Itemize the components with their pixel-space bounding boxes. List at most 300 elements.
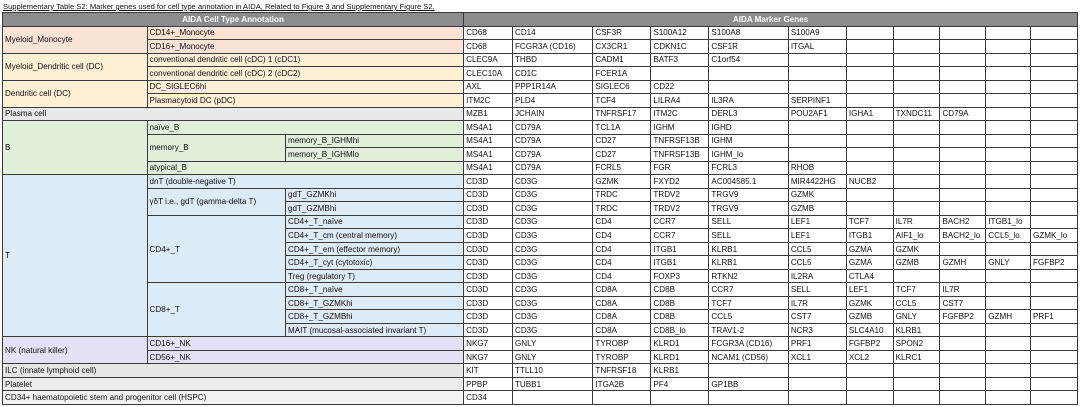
marker-gene-cell: BACH2: [940, 215, 986, 229]
marker-gene-cell: [986, 188, 1031, 202]
marker-gene-cell: [893, 80, 940, 94]
marker-gene-cell: TNFRSF13B: [651, 134, 709, 148]
group-dc: Dendritic cell (DC): [3, 80, 148, 107]
marker-gene-cell: [986, 242, 1031, 256]
marker-gene-cell: CD22: [651, 80, 709, 94]
marker-gene-cell: AXL: [464, 80, 513, 94]
table-row: [3, 364, 1078, 378]
marker-gene-cell: [846, 377, 893, 391]
cell-type-label: CD4+_T_em (effector memory): [285, 242, 463, 256]
marker-gene-cell: XCL1: [788, 350, 846, 364]
marker-gene-cell: [940, 67, 986, 81]
group-b: B: [3, 121, 148, 175]
marker-gene-cell: CCL5: [788, 242, 846, 256]
marker-gene-cell: KLRB1: [651, 364, 709, 378]
marker-gene-cell: CD3D: [464, 256, 513, 270]
marker-gene-cell: [846, 188, 893, 202]
marker-gene-cell: CCL5: [788, 256, 846, 270]
table-row: [3, 175, 1078, 189]
table-row: [3, 40, 1078, 54]
marker-gene-cell: CD3G: [512, 296, 592, 310]
cell-type-label: CD16+_NK: [147, 337, 464, 351]
marker-gene-cell: S100A9: [788, 26, 846, 40]
marker-gene-cell: [940, 377, 986, 391]
marker-gene-cell: [1031, 391, 1078, 405]
marker-gene-cell: [512, 391, 592, 405]
marker-gene-cell: CD3D: [464, 283, 513, 297]
markers-header: AIDA Marker Genes: [464, 13, 1078, 27]
cell-type-label: CD4+_T_cm (central memory): [285, 229, 463, 243]
marker-gene-cell: TNFRSF13B: [651, 148, 709, 162]
table-row: [3, 134, 1078, 148]
marker-gene-cell: S100A8: [709, 26, 788, 40]
marker-gene-cell: TRDV2: [651, 188, 709, 202]
marker-gene-cell: XCL2: [846, 350, 893, 364]
marker-gene-cell: [788, 148, 846, 162]
marker-gene-cell: NKG7: [464, 350, 513, 364]
marker-gene-cell: CD3D: [464, 296, 513, 310]
marker-gene-cell: TCF7: [709, 296, 788, 310]
marker-gene-cell: GNLY: [986, 256, 1031, 270]
marker-gene-cell: CCL5: [709, 310, 788, 324]
marker-gene-cell: CD4: [593, 229, 651, 243]
marker-gene-cell: TRGV9: [709, 188, 788, 202]
marker-gene-cell: FCRL5: [593, 161, 651, 175]
marker-gene-cell: CD3D: [464, 229, 513, 243]
marker-gene-cell: [893, 188, 940, 202]
marker-gene-cell: [940, 121, 986, 135]
marker-gene-cell: [940, 94, 986, 108]
marker-gene-cell: CD3D: [464, 188, 513, 202]
marker-gene-cell: TCF4: [593, 94, 651, 108]
marker-gene-cell: IGHM: [709, 134, 788, 148]
marker-gene-cell: PPP1R14A: [512, 80, 592, 94]
marker-gene-cell: GNLY: [512, 337, 592, 351]
marker-gene-cell: [986, 202, 1031, 216]
marker-gene-cell: [940, 202, 986, 216]
marker-gene-cell: CD3D: [464, 242, 513, 256]
marker-gene-cell: FGFBP2: [846, 337, 893, 351]
marker-gene-cell: [709, 391, 788, 405]
marker-gene-cell: [893, 391, 940, 405]
marker-gene-cell: PRF1: [1031, 310, 1078, 324]
marker-gene-cell: SELL: [709, 229, 788, 243]
table-row: [3, 53, 1078, 67]
marker-gene-cell: CD34: [464, 391, 513, 405]
marker-gene-cell: RTKN2: [709, 269, 788, 283]
marker-gene-cell: IL7R: [788, 296, 846, 310]
marker-gene-cell: GZMB: [788, 202, 846, 216]
marker-gene-cell: SIGLEC6: [593, 80, 651, 94]
marker-gene-cell: LEF1: [788, 215, 846, 229]
marker-gene-cell: NCAM1 (CD56): [709, 350, 788, 364]
marker-gene-cell: [940, 350, 986, 364]
marker-gene-cell: GZMK_lo: [1031, 229, 1078, 243]
marker-gene-cell: KIT: [464, 364, 513, 378]
marker-gene-cell: CCL5: [893, 296, 940, 310]
marker-gene-cell: DERL3: [709, 107, 788, 121]
marker-gene-cell: FCGR3A (CD16): [512, 40, 592, 54]
marker-gene-cell: PRF1: [788, 337, 846, 351]
marker-gene-cell: [1031, 269, 1078, 283]
group-ilc: ILC (innate lymphoid cell): [3, 364, 464, 378]
marker-gene-cell: CD3G: [512, 283, 592, 297]
marker-gene-cell: CD3G: [512, 323, 592, 337]
marker-gene-cell: TUBB1: [512, 377, 592, 391]
marker-gene-cell: GP1BB: [709, 377, 788, 391]
marker-gene-cell: [986, 269, 1031, 283]
marker-gene-cell: IL7R: [940, 283, 986, 297]
marker-gene-cell: KLRD1: [651, 350, 709, 364]
marker-gene-cell: [940, 161, 986, 175]
cell-type-label: DC_SIGLEC6hi: [147, 80, 464, 94]
marker-gene-cell: CDKN1C: [651, 40, 709, 54]
marker-gene-cell: MS4A1: [464, 161, 513, 175]
marker-gene-cell: CD1C: [512, 67, 592, 81]
marker-gene-cell: [846, 121, 893, 135]
marker-gene-cell: [788, 67, 846, 81]
marker-gene-cell: GZMA: [846, 242, 893, 256]
marker-gene-cell: SLC4A10: [846, 323, 893, 337]
marker-gene-cell: SELL: [788, 283, 846, 297]
marker-gene-cell: [893, 161, 940, 175]
marker-gene-cell: [1031, 364, 1078, 378]
marker-gene-cell: AIF1_lo: [893, 229, 940, 243]
marker-gene-cell: IL2RA: [788, 269, 846, 283]
marker-gene-cell: [940, 175, 986, 189]
marker-gene-cell: CD8B: [651, 296, 709, 310]
marker-gene-cell: JCHAIN: [512, 107, 592, 121]
marker-gene-cell: CCR7: [651, 229, 709, 243]
marker-gene-cell: GZMK: [788, 188, 846, 202]
marker-gene-cell: [940, 40, 986, 54]
marker-gene-cell: IL3RA: [709, 94, 788, 108]
marker-gene-cell: TRDC: [593, 188, 651, 202]
marker-gene-cell: [1031, 134, 1078, 148]
table-row: [3, 350, 1078, 364]
marker-gene-cell: CD8A: [593, 296, 651, 310]
marker-gene-cell: CD8A: [593, 310, 651, 324]
cell-type-label: CD4+_T_cyt (cytotoxic): [285, 256, 463, 270]
marker-gene-cell: [940, 80, 986, 94]
marker-gene-cell: KLRB1: [709, 256, 788, 270]
marker-gene-cell: [788, 121, 846, 135]
marker-gene-cell: [986, 67, 1031, 81]
marker-gene-cell: TRAV1-2: [709, 323, 788, 337]
marker-gene-cell: [1031, 80, 1078, 94]
marker-gene-cell: CD27: [593, 148, 651, 162]
cell-type-label: Treg (regulatory T): [285, 269, 463, 283]
marker-gene-cell: [1031, 337, 1078, 351]
marker-gene-cell: NUCB2: [846, 175, 893, 189]
marker-gene-cell: CD68: [464, 40, 513, 54]
table-row: [3, 94, 1078, 108]
marker-gene-cell: [893, 377, 940, 391]
marker-gene-cell: ITGB1: [846, 229, 893, 243]
marker-gene-cell: GNLY: [512, 350, 592, 364]
marker-gene-cell: FGFBP2: [1031, 256, 1078, 270]
marker-gene-cell: [986, 161, 1031, 175]
cell-type-label: CD56+_NK: [147, 350, 464, 364]
marker-gene-cell: CCR7: [651, 215, 709, 229]
marker-gene-cell: TYROBP: [593, 337, 651, 351]
marker-gene-cell: TTLL10: [512, 364, 592, 378]
marker-gene-cell: [709, 364, 788, 378]
marker-gene-cell: CSF1R: [709, 40, 788, 54]
table-caption: Supplementary Table S2: Marker genes used for cell type annotation in AIDA, Related to Figure 3 and Supplementary Figure S2.: [3, 2, 435, 11]
marker-gene-cell: FGFBP2: [940, 310, 986, 324]
marker-gene-cell: TYROBP: [593, 350, 651, 364]
marker-gene-cell: [1031, 175, 1078, 189]
marker-gene-cell: TCF7: [893, 283, 940, 297]
marker-gene-cell: [986, 94, 1031, 108]
marker-gene-cell: MS4A1: [464, 148, 513, 162]
table-row: [3, 283, 1078, 297]
marker-gene-cell: [788, 377, 846, 391]
marker-gene-cell: FCER1A: [593, 67, 651, 81]
marker-gene-table: [2, 12, 1078, 405]
group-t: T: [3, 175, 148, 337]
marker-gene-cell: CADM1: [593, 53, 651, 67]
marker-gene-cell: CD79A: [512, 134, 592, 148]
marker-gene-cell: TRGV9: [709, 202, 788, 216]
marker-gene-cell: [986, 134, 1031, 148]
marker-gene-cell: C1orf54: [709, 53, 788, 67]
marker-gene-cell: [986, 80, 1031, 94]
marker-gene-cell: [1031, 202, 1078, 216]
table-row: [3, 337, 1078, 351]
marker-gene-cell: CD4: [593, 256, 651, 270]
marker-gene-cell: [788, 391, 846, 405]
marker-gene-cell: [846, 161, 893, 175]
marker-gene-cell: CCR7: [709, 283, 788, 297]
marker-gene-cell: [1031, 296, 1078, 310]
cell-type-label: CD14+_Monocyte: [147, 26, 464, 40]
marker-gene-cell: LEF1: [788, 229, 846, 243]
marker-gene-cell: [788, 134, 846, 148]
marker-gene-cell: CD3G: [512, 229, 592, 243]
group-hspc: CD34+ haematopoietic stem and progenitor cell (HSPC): [3, 391, 464, 405]
marker-gene-cell: [846, 391, 893, 405]
marker-gene-cell: RHOB: [788, 161, 846, 175]
marker-gene-cell: LEF1: [846, 283, 893, 297]
marker-gene-cell: [893, 53, 940, 67]
marker-gene-cell: [940, 242, 986, 256]
marker-gene-cell: TRDC: [593, 202, 651, 216]
marker-gene-cell: [709, 67, 788, 81]
cell-type-label: atypical_B: [147, 161, 464, 175]
table-row: [3, 26, 1078, 40]
marker-gene-cell: [986, 337, 1031, 351]
cell-type-label: CD8+_T_GZMBhi: [285, 310, 463, 324]
marker-gene-cell: [1031, 107, 1078, 121]
marker-gene-cell: POU2AF1: [788, 107, 846, 121]
group-platelet: Platelet: [3, 377, 464, 391]
cell-type-label: memory_B_IGHMhi: [285, 134, 463, 148]
marker-gene-cell: CCL5_lo: [986, 229, 1031, 243]
marker-gene-cell: FXYD2: [651, 175, 709, 189]
marker-gene-cell: [846, 80, 893, 94]
marker-gene-cell: SPON2: [893, 337, 940, 351]
table-row: [3, 161, 1078, 175]
marker-gene-cell: GZMK: [893, 242, 940, 256]
marker-gene-cell: [846, 40, 893, 54]
marker-gene-cell: CD3G: [512, 175, 592, 189]
marker-gene-cell: IGHM: [651, 121, 709, 135]
marker-gene-cell: [893, 67, 940, 81]
cell-type-label: CD16+_Monocyte: [147, 40, 464, 54]
marker-gene-cell: [940, 188, 986, 202]
marker-gene-cell: CD3G: [512, 242, 592, 256]
table-row: [3, 67, 1078, 81]
marker-gene-cell: [940, 26, 986, 40]
marker-gene-cell: CD3D: [464, 310, 513, 324]
marker-gene-cell: MIR4422HG: [788, 175, 846, 189]
cell-type-label: CD4+_T_naïve: [285, 215, 463, 229]
marker-gene-cell: [940, 53, 986, 67]
subgroup-gdt: γδT i.e., gdT (gamma-delta T): [147, 188, 285, 215]
marker-gene-cell: CD8A: [593, 323, 651, 337]
marker-gene-cell: CD3D: [464, 175, 513, 189]
marker-gene-cell: SELL: [709, 215, 788, 229]
marker-gene-cell: CD8B_lo: [651, 323, 709, 337]
marker-gene-cell: AC004585.1: [709, 175, 788, 189]
marker-gene-cell: [1031, 40, 1078, 54]
marker-gene-cell: [1031, 188, 1078, 202]
marker-gene-cell: [893, 94, 940, 108]
marker-gene-cell: [893, 40, 940, 54]
marker-gene-cell: NKG7: [464, 337, 513, 351]
marker-gene-cell: [986, 53, 1031, 67]
marker-gene-cell: [1031, 67, 1078, 81]
header-row: [3, 13, 1078, 27]
marker-gene-cell: [1031, 283, 1078, 297]
cell-type-label: dnT (double-negative T): [147, 175, 464, 189]
marker-gene-cell: SERPINF1: [788, 94, 846, 108]
marker-gene-cell: CD79A: [940, 107, 986, 121]
table-row: [3, 121, 1078, 135]
marker-gene-cell: CD4: [593, 242, 651, 256]
cell-type-label: CD8+_T_naïve: [285, 283, 463, 297]
marker-gene-cell: [1031, 94, 1078, 108]
marker-gene-cell: CD3D: [464, 215, 513, 229]
marker-gene-cell: KLRC1: [893, 350, 940, 364]
marker-gene-cell: [846, 26, 893, 40]
marker-gene-cell: CLEC9A: [464, 53, 513, 67]
marker-gene-cell: CD79A: [512, 161, 592, 175]
marker-gene-cell: [893, 134, 940, 148]
marker-gene-cell: [986, 296, 1031, 310]
marker-gene-cell: ITGAL: [788, 40, 846, 54]
marker-gene-cell: [986, 121, 1031, 135]
marker-gene-cell: [1031, 323, 1078, 337]
table-row: [3, 377, 1078, 391]
marker-gene-cell: MS4A1: [464, 121, 513, 135]
cell-type-label: memory_B_IGHMlo: [285, 148, 463, 162]
marker-gene-cell: ITGB1: [651, 256, 709, 270]
marker-gene-cell: [1031, 350, 1078, 364]
group-myeloid-dc: Myeloid_Dendritic cell (DC): [3, 53, 148, 80]
marker-gene-cell: [846, 67, 893, 81]
marker-gene-cell: IGHA1: [846, 107, 893, 121]
marker-gene-cell: PLD4: [512, 94, 592, 108]
marker-gene-cell: [940, 148, 986, 162]
marker-gene-cell: KLRB1: [893, 323, 940, 337]
marker-gene-cell: GZMH: [986, 310, 1031, 324]
marker-gene-cell: TNFRSF18: [593, 364, 651, 378]
marker-gene-cell: FCGR3A (CD16): [709, 337, 788, 351]
marker-gene-cell: [986, 283, 1031, 297]
marker-gene-cell: [846, 53, 893, 67]
marker-gene-cell: TNFRSF17: [593, 107, 651, 121]
marker-gene-cell: [940, 364, 986, 378]
marker-gene-cell: CD3G: [512, 188, 592, 202]
marker-gene-cell: TCL1A: [593, 121, 651, 135]
marker-gene-cell: [1031, 377, 1078, 391]
marker-gene-cell: MS4A1: [464, 134, 513, 148]
marker-gene-cell: [986, 40, 1031, 54]
marker-gene-cell: [593, 391, 651, 405]
marker-gene-cell: GZMB: [893, 256, 940, 270]
marker-gene-cell: [651, 67, 709, 81]
marker-gene-cell: [1031, 26, 1078, 40]
marker-gene-cell: THBD: [512, 53, 592, 67]
marker-gene-cell: [788, 80, 846, 94]
marker-gene-cell: CTLA4: [846, 269, 893, 283]
marker-gene-cell: TXNDC11: [893, 107, 940, 121]
marker-gene-cell: TRDV2: [651, 202, 709, 216]
annotation-header: AIDA Cell Type Annotation: [3, 13, 464, 27]
group-myeloid-monocyte: Myeloid_Monocyte: [3, 26, 148, 53]
marker-gene-cell: [651, 391, 709, 405]
marker-gene-cell: [1031, 242, 1078, 256]
table-row: [3, 215, 1078, 229]
marker-gene-cell: CST7: [788, 310, 846, 324]
marker-gene-cell: [893, 26, 940, 40]
marker-gene-cell: CD79A: [512, 121, 592, 135]
marker-gene-cell: ITGA2B: [593, 377, 651, 391]
marker-gene-cell: ITM2C: [464, 94, 513, 108]
marker-gene-cell: [986, 391, 1031, 405]
marker-gene-cell: KLRD1: [651, 337, 709, 351]
marker-gene-cell: CST7: [940, 296, 986, 310]
marker-gene-cell: GZMK: [846, 296, 893, 310]
cell-type-label: conventional dendritic cell (cDC) 1 (cDC1): [147, 53, 464, 67]
marker-gene-cell: [940, 337, 986, 351]
marker-gene-cell: [709, 80, 788, 94]
marker-gene-cell: BACH2_lo: [940, 229, 986, 243]
marker-gene-cell: [893, 121, 940, 135]
cell-type-label: CD8+_T_GZMKhi: [285, 296, 463, 310]
marker-gene-cell: [986, 107, 1031, 121]
marker-gene-cell: IGHD: [709, 121, 788, 135]
subgroup-cd8-t: CD8+_T: [147, 283, 285, 337]
marker-gene-cell: CD8B: [651, 283, 709, 297]
subgroup-cd4-t: CD4+_T: [147, 215, 285, 283]
marker-gene-cell: TCF7: [846, 215, 893, 229]
marker-gene-cell: [846, 148, 893, 162]
marker-gene-cell: CD3G: [512, 202, 592, 216]
marker-gene-cell: [986, 26, 1031, 40]
table-row: [3, 188, 1078, 202]
cell-type-label: naïve_B: [147, 121, 464, 135]
marker-gene-cell: [846, 364, 893, 378]
marker-gene-cell: [986, 377, 1031, 391]
marker-gene-cell: S100A12: [651, 26, 709, 40]
cell-type-label: gdT_GZMKhi: [285, 188, 463, 202]
marker-gene-cell: CX3CR1: [593, 40, 651, 54]
marker-gene-cell: CD3D: [464, 202, 513, 216]
